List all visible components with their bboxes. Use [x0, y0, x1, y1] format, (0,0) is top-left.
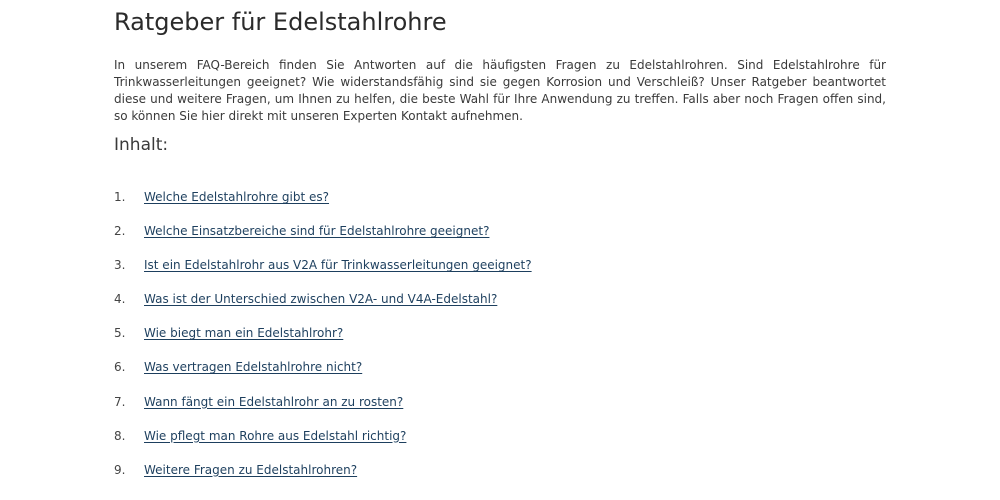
toc-link-v2a-v4a-unterschied[interactable]: Was ist der Unterschied zwischen V2A- und V4A-Edelstahl?	[144, 292, 498, 307]
toc-item-1	[114, 186, 532, 220]
toc-link-v2a-trinkwasser[interactable]: Ist ein Edelstahlrohr aus V2A für Trinkwasserleitungen geeignet?	[144, 258, 532, 273]
toc-number: 6.	[114, 360, 126, 375]
toc-number: 2.	[114, 224, 126, 239]
toc-number: 9.	[114, 462, 126, 477]
page-title: Ratgeber für Edelstahlrohre	[114, 8, 447, 36]
toc-link-weitere-fragen[interactable]: Weitere Fragen zu Edelstahlrohren?	[144, 462, 358, 477]
toc-item-4	[114, 288, 532, 322]
toc-link-rosten[interactable]: Wann fängt ein Edelstahlrohr an zu rosten?	[144, 394, 404, 409]
toc-item-5	[114, 322, 532, 356]
toc-number: 7.	[114, 394, 126, 409]
toc-number: 3.	[114, 258, 126, 273]
toc-number: 4.	[114, 292, 126, 307]
intro-paragraph: In unserem FAQ-Bereich finden Sie Antworten auf die häufigsten Fragen zu Edelstahlrohren. Sind Edelstahlrohre für Trinkwasserleitungen geeignet? Wie widerstandsfähig sind sie gegen Korrosion und Verschleiß? Unser Ratgeber beantwortet diese und weitere Fragen, um Ihnen zu helfen, die beste Wahl für Ihre Anwendung zu treffen. Falls aber noch Fragen offen sind, so können Sie hier direkt mit unseren Experten Kontakt aufnehmen.	[114, 58, 886, 123]
toc-number: 8.	[114, 428, 126, 443]
toc-link-edelstahlrohr-arten[interactable]: Welche Edelstahlrohre gibt es?	[144, 190, 330, 204]
toc-link-einsatzbereiche[interactable]: Welche Einsatzbereiche sind für Edelstahlrohre geeignet?	[144, 224, 490, 239]
toc-link-pflege[interactable]: Wie pflegt man Rohre aus Edelstahl richtig?	[144, 428, 407, 443]
toc-item-7	[114, 391, 532, 425]
toc-item-2	[114, 220, 532, 254]
toc-link-rohr-biegen[interactable]: Wie biegt man ein Edelstahlrohr?	[144, 326, 344, 341]
toc-heading: Inhalt:	[114, 135, 169, 155]
toc-list	[114, 186, 532, 493]
toc-item-9	[114, 459, 532, 493]
toc-item-8	[114, 425, 532, 459]
toc-item-6	[114, 356, 532, 390]
toc-number: 1.	[114, 190, 126, 204]
toc-item-3	[114, 254, 532, 288]
toc-link-unvertraeglichkeiten[interactable]: Was vertragen Edelstahlrohre nicht?	[144, 360, 363, 375]
toc-number: 5.	[114, 326, 126, 341]
